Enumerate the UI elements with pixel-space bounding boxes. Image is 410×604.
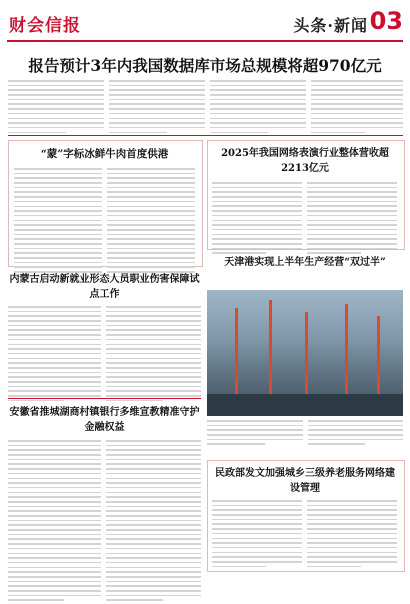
ice-text-2 bbox=[107, 168, 195, 277]
page-number: 03 bbox=[369, 7, 403, 35]
main-article-text-4 bbox=[311, 80, 403, 133]
anhui-text-2 bbox=[106, 440, 201, 601]
gov-col-1 bbox=[212, 182, 302, 257]
gov-text-1 bbox=[212, 182, 302, 254]
gov-col-2 bbox=[307, 182, 397, 257]
employment-col-2 bbox=[106, 306, 201, 404]
anhui-headline: 安徽省推城湖商村镇银行多维宣教精准守护金融权益 bbox=[9, 407, 200, 433]
port-photo bbox=[207, 290, 403, 416]
section-divider bbox=[8, 135, 403, 136]
ice-col-2 bbox=[107, 168, 195, 281]
crane-shape bbox=[269, 300, 272, 394]
civil-headline: 民政部发文加强城乡三级养老服务网络建设管理 bbox=[215, 468, 395, 494]
ice-text-1 bbox=[14, 168, 102, 277]
dock-shape bbox=[207, 394, 403, 416]
main-article-col-4 bbox=[311, 80, 403, 136]
gov-headline: 2025年我国网络表演行业整体营收超2213亿元 bbox=[221, 148, 389, 174]
main-headline: 报告预计3年内我国数据库市场总规模将超970亿元 bbox=[28, 56, 382, 75]
main-article-text-3 bbox=[210, 80, 306, 133]
trade-col-2 bbox=[308, 420, 403, 448]
gov-text-2 bbox=[307, 182, 397, 254]
employment-headline: 内蒙古启动新就业形态人员职业伤害保障试点工作 bbox=[9, 274, 200, 300]
employment-col-1 bbox=[8, 306, 101, 404]
crane-shape bbox=[235, 308, 238, 394]
main-article-col-1 bbox=[8, 80, 104, 136]
employment-text-2 bbox=[106, 306, 201, 401]
masthead-divider bbox=[7, 40, 403, 42]
main-article-text-2 bbox=[109, 80, 205, 133]
ice-col-1 bbox=[14, 168, 102, 281]
masthead bbox=[0, 0, 410, 46]
civil-col-2 bbox=[307, 500, 397, 570]
anhui-text-1 bbox=[8, 440, 101, 601]
civil-text-2 bbox=[307, 500, 397, 567]
crane-shape bbox=[345, 304, 348, 394]
trade-text-2 bbox=[308, 420, 403, 445]
section-divider bbox=[8, 398, 201, 399]
newspaper-logo: 财会信报 bbox=[9, 16, 81, 36]
main-article-col-2 bbox=[109, 80, 205, 136]
crane-shape bbox=[377, 316, 380, 394]
main-article-text-1 bbox=[8, 80, 104, 133]
anhui-col-2 bbox=[106, 440, 201, 604]
trade-text-1 bbox=[207, 420, 303, 445]
trade-headline: 天津港实现上半年生产经营“双过半” bbox=[224, 257, 386, 268]
ice-headline: “蒙”字标冰鲜牛肉首度供港 bbox=[40, 148, 169, 160]
main-article-col-3 bbox=[210, 80, 306, 136]
civil-text-1 bbox=[212, 500, 302, 567]
employment-text-1 bbox=[8, 306, 101, 401]
trade-col-1 bbox=[207, 420, 303, 448]
anhui-col-1 bbox=[8, 440, 101, 604]
crane-shape bbox=[305, 312, 308, 394]
civil-col-1 bbox=[212, 500, 302, 570]
section-title: 头条·新闻 bbox=[293, 16, 368, 35]
